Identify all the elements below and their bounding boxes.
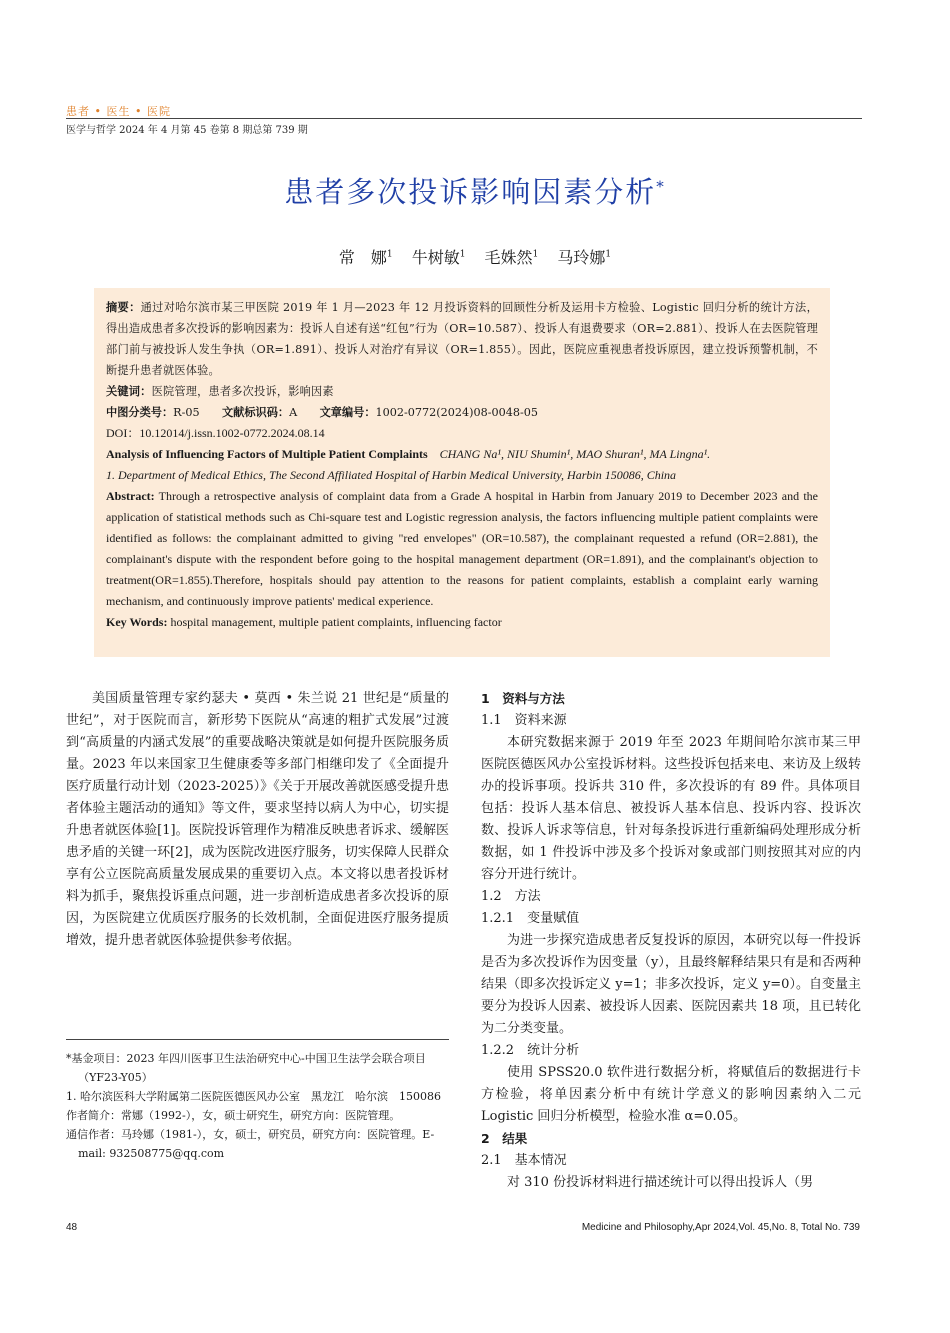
footnote-fund: *基金项目：2023 年四川医事卫生法治研究中心-中国卫生法学会联合项目（YF23-Y05） — [66, 1052, 426, 1084]
author: 牛树敏$^1$ — [411, 248, 466, 267]
heading-1-2-2: 1.2.2 统计分析 — [481, 1043, 580, 1058]
title-mark: * — [656, 177, 666, 196]
header-rule — [66, 118, 862, 119]
heading-2-1: 2.1 基本情况 — [481, 1153, 567, 1168]
paragraph-2-1: 对 310 份投诉材料进行描述统计可以得出投诉人（男 — [507, 1175, 814, 1190]
author: 马玲娜$^1$ — [557, 248, 612, 267]
left-column — [66, 688, 449, 952]
keywords-zh: 关键词：医院管理，患者多次投诉，影响因素 — [106, 384, 334, 398]
paragraph-1-2-1: 为进一步探究造成患者反复投诉的原因，本研究以每一件投诉是否为多次投诉作为因变量（y），且最终解释结果只有是和否两种结果（即多次投诉定义 y=1；非多次投诉，定义 y=0）。自变量主要分为投诉人因素、被投诉人因素、医院因素共 18 项，且已转化为二分类变量。 — [481, 933, 861, 1036]
footnote-affiliation: 1. 哈尔滨医科大学附属第二医院医德医风办公室 黑龙江 哈尔滨 150086 — [66, 1090, 441, 1103]
paragraph-1-1: 本研究数据来源于 2019 年至 2023 年期间哈尔滨市某三甲医院医德医风办公室投诉材料。这些投诉包括来电、来访及上级转办的投诉事项。投诉共 310 件，多次投诉的有 89 件。具体项目包括：投诉人基本信息、被投诉人基本信息、投诉内容、投诉次数、投诉人诉求等信息，针对每条投诉进行重新编码处理形成分析数据，如 1 件投诉中涉及多个投诉对象或部门则按照其对应的内容分开进行统计。 — [481, 735, 861, 882]
journal-footer-en: Medicine and Philosophy,Apr 2024,Vol. 45,No. 8, Total No. 739 — [581, 1222, 860, 1233]
abstract-box — [94, 288, 830, 657]
article-title — [0, 170, 950, 211]
intro-paragraph: 美国质量管理专家约瑟夫 • 莫西 • 朱兰说 21 世纪是“质量的世纪”，对于医院而言，新形势下医院从“高速的粗扩式发展”过渡到“高质量的内涵式发展”的重要战略决策就是如何提升医院服务质量。2023 年以来国家卫生健康委等多部门相继印发了《全面提升医疗质量行动计划（2023-2025）》《关于开展改善就医感受提升患者体验主题活动的通知》等文件，要求坚持以病人为中心，切实提升患者就医体验[1]。医院投诉管理作为精准反映患者诉求、缓解医患矛盾的关键一环[2]，成为医院改进医疗服务，切实保障人民群众享有公立医院高质量发展成果的重要切入点。本文将以患者投诉材料为抓手，聚焦投诉重点问题，进一步剖析造成患者多次投诉的原因，为医院建立优质医疗服务的长效机制，全面促进医疗服务提质增效，提升患者就医体验提供参考依据。 — [66, 691, 449, 948]
paragraph-1-2-2: 使用 SPSS20.0 软件进行数据分析，将赋值后的数据进行卡方检验，将单因素分析中有统计学意义的影响因素纳入二元 Logistic 回归分析模型，检验水准 α=0.05。 — [481, 1065, 861, 1124]
english-abstract: Abstract: Through a retrospective analysis of complaint data from a Grade A hospital in Harbin from January 2019 to December 2023 and the application of statistical methods such as Chi-square test and Logistic regression analysis, the factors influencing multiple patient complaints were identified as follows: the complainant admitted to giving "red envelopes" (OR=10.587), the complainant requested a refund (OR=2.881), the complainant's dispute with the respondent before going to the hospital management department (OR=1.891), and the complainant's objection to treatment(OR=1.855).Therefore, hospitals should pay attention to the reasons for patient complaints, establish a complaint early warning mechanism, and continuously improve patients' medical experience. — [106, 489, 818, 608]
heading-1-2: 1.2 方法 — [481, 889, 541, 904]
author-list — [0, 245, 950, 268]
english-title-line: Analysis of Influencing Factors of Multiple Patient Complaints CHANG Na¹, NIU Shumin¹, MAO Shuran¹, MA Lingna¹. — [106, 447, 711, 461]
heading-2: 2 结果 — [481, 1131, 528, 1146]
section-label: 患者 • 医生 • 医院 — [66, 105, 171, 118]
abstract-zh: 摘要：通过对哈尔滨市某三甲医院 2019 年 1 月—2023 年 12 月投诉资料的回顾性分析及运用卡方检验、Logistic 回归分析的统计方法，得出造成患者多次投诉的影响因素为：投诉人自述有送“红包”行为（OR=10.587）、投诉人有退费要求（OR=2.881）、投诉人在去医院管理部门前与被投诉人发生争执（OR=1.891）、投诉人对治疗有异议（OR=1.855）。因此，医院应重视患者投诉原因，建立投诉预警机制，不断提升患者就医体验。 — [106, 300, 818, 377]
heading-1-1: 1.1 资料来源 — [481, 713, 567, 728]
english-affiliation: 1. Department of Medical Ethics, The Second Affiliated Hospital of Harbin Medical University, Harbin 150086, China — [106, 468, 677, 482]
classification-line: 中图分类号：R-05 文献标识码：A 文章编号：1002-0772(2024)08-0048-05 — [106, 405, 538, 419]
footnote-author: 作者简介：常娜（1992-），女，硕士研究生，研究方向：医院管理。 — [66, 1109, 401, 1122]
doi: DOI：10.12014/j.issn.1002-0772.2024.08.14 — [106, 426, 325, 440]
journal-line: 医学与哲学 2024 年 4 月第 45 卷第 8 期总第 739 期 — [66, 125, 308, 136]
english-keywords: Key Words: hospital management, multiple patient complaints, influencing factor — [106, 615, 502, 629]
heading-1: 1 资料与方法 — [481, 691, 565, 706]
footnote-rule — [66, 1039, 449, 1040]
author: 常 娜$^1$ — [338, 248, 393, 267]
footnote-correspondence: 通信作者：马玲娜（1981-），女，硕士，研究员，研究方向：医院管理。E-mail: 932508775@qq.com — [66, 1128, 435, 1160]
author: 毛姝然$^1$ — [484, 248, 539, 267]
page-number: 48 — [66, 1222, 78, 1233]
heading-1-2-1: 1.2.1 变量赋值 — [481, 911, 580, 926]
title-text: 患者多次投诉影响因素分析 — [284, 175, 657, 209]
footnotes — [66, 1049, 449, 1163]
right-column — [481, 688, 861, 1194]
